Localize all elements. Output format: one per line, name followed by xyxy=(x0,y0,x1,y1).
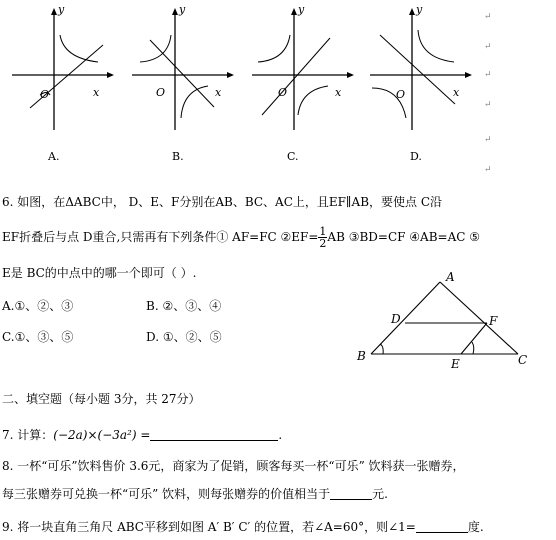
vertex-c-label: C xyxy=(518,353,528,367)
q6-line2-b: AB ③BD=CF ④AB=AC ⑤ xyxy=(327,230,481,244)
q6-option-c: C.①、③、⑤ xyxy=(2,330,74,344)
vertex-f-label: F xyxy=(489,314,498,328)
q8-line2-text: 每三张赠券可兑换一杯“可乐” 饮料，则每张赠券的价值相当于 xyxy=(2,487,331,501)
q7-prefix: 7. 计算： xyxy=(2,428,54,442)
q6-line2 xyxy=(2,226,480,249)
q6-line3: E是 BC的中点中的哪一个即可（ ）. xyxy=(2,266,197,280)
q7-expression: (−2a)×(−3a²) = xyxy=(53,428,151,442)
q9-answer-blank xyxy=(416,520,468,533)
q7 xyxy=(2,428,282,441)
option-label-d: D. xyxy=(410,150,422,163)
q6-frac-den: 2 xyxy=(319,237,327,250)
q8-suffix: 元. xyxy=(372,487,388,501)
graph-a-origin-label: O xyxy=(40,88,50,101)
return-mark: ↵ xyxy=(484,135,492,145)
graph-a-x-label: x xyxy=(93,86,100,99)
q6-option-a: A.①、②、③ xyxy=(2,299,74,313)
graph-c-y-label: y xyxy=(298,3,305,16)
vertex-a-label: A xyxy=(446,270,455,284)
option-label-a: A. xyxy=(48,150,60,163)
graph-b-y-label: y xyxy=(179,3,186,16)
section-2-heading: 二、填空题（每小题 3分，共 27分） xyxy=(2,392,201,406)
option-label-b: B. xyxy=(172,150,184,163)
graph-d-x-label: x xyxy=(453,86,460,99)
graph-d-y-label: y xyxy=(416,3,423,16)
q7-answer-blank xyxy=(150,428,278,441)
vertex-b-label: B xyxy=(357,349,366,363)
q8-line1: 8. 一杯“可乐”饮料售价 3.6元，商家为了促销，顾客每买一杯“可乐” 饮料获一张赠券， xyxy=(2,459,465,473)
graph-b-x-label: x xyxy=(215,86,222,99)
q9-text: 9. 将一块直角三角尺 ABC平移到如图 A′ B′ C′ 的位置，若∠A=60°，则∠1= xyxy=(2,520,416,534)
return-mark: ↵ xyxy=(484,165,492,175)
vertex-d-label: D xyxy=(391,312,401,326)
graph-c-x-label: x xyxy=(335,86,342,99)
q6-line1: 6. 如图，在ΔABC中， D、E、F分别在AB、BC、AC上，且EF∥AB，要使点 C沿 xyxy=(2,195,443,209)
option-label-c: C. xyxy=(287,150,299,163)
q8-answer-blank xyxy=(330,487,372,500)
return-mark: ↵ xyxy=(484,100,492,110)
q9 xyxy=(2,520,484,533)
graph-a-y-label: y xyxy=(58,3,65,16)
graph-b xyxy=(132,3,234,130)
q7-suffix: . xyxy=(278,428,283,442)
q6-option-b: B. ②、③、④ xyxy=(146,299,222,313)
graph-d-origin-label: O xyxy=(396,88,406,101)
return-mark: ↵ xyxy=(484,12,492,22)
q6-option-d: D. ①、②、⑤ xyxy=(146,330,222,344)
triangle-figure xyxy=(355,268,535,378)
vertex-e-label: E xyxy=(451,357,460,371)
graph-a xyxy=(12,3,114,130)
q9-suffix: 度. xyxy=(467,520,484,534)
return-mark: ↵ xyxy=(484,70,492,80)
q6-frac-num: 1 xyxy=(319,225,327,238)
return-mark: ↵ xyxy=(484,42,492,52)
function-graphs xyxy=(0,0,556,190)
graph-b-origin-label: O xyxy=(156,86,166,99)
graph-c-origin-label: O xyxy=(278,86,288,99)
q8-line2 xyxy=(2,487,388,500)
graph-d xyxy=(370,3,472,130)
q6-line2-a: EF折叠后与点 D重合,只需再有下列条件① AF=FC ②EF= xyxy=(2,230,319,244)
graph-c xyxy=(252,3,354,130)
